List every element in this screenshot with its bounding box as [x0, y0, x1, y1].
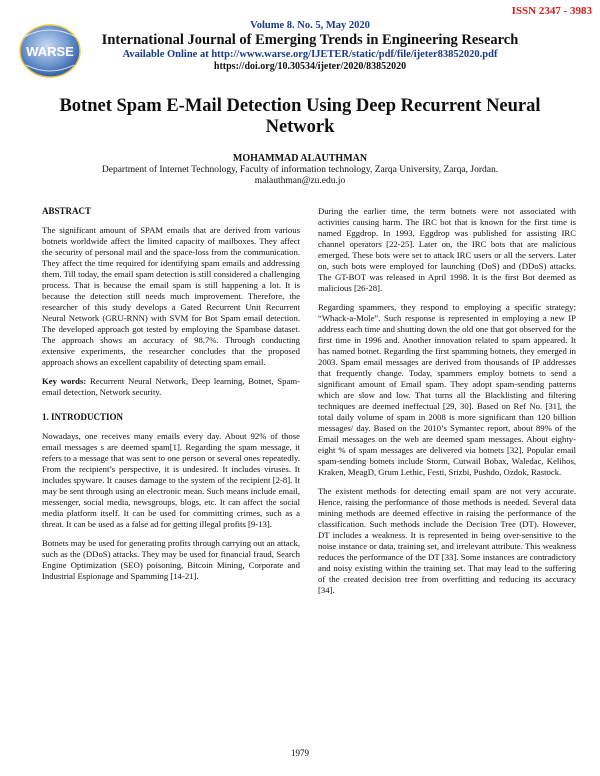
- abstract-heading: ABSTRACT: [42, 206, 92, 216]
- right-paragraph-3: The existent methods for detecting email spam are not very accurate. Hence, raising the performance of those methods is needed. Several data mining methods are deemed effective in raising the performance of the classification. Such methods include the Decision Tree (DT). However, DT includes a weakness. It is represented in being over-sensitive to the noise instance or data, training set, and irrelevant attribute. This weakness reduces the performance of the DT [33]. Some instances are contradictory and noisy existing within the training set. That may lead to the suffering of the created decision tree from overfitting and reducing its accuracy [34].: [318, 486, 576, 595]
- issn-label: ISSN 2347 - 3983: [511, 5, 592, 17]
- keywords-label: Key words:: [42, 376, 87, 386]
- page-number: 1979: [291, 748, 309, 758]
- online-link[interactable]: Available Online at http://www.warse.org/IJETER/static/pdf/file/ijeter83852020.pdf: [122, 49, 498, 60]
- author-name: MOHAMMAD ALAUTHMAN: [232, 153, 368, 164]
- intro-heading: 1. INTRODUCTION: [42, 412, 124, 422]
- author-email: malauthman@zu.edu.jo: [254, 176, 346, 186]
- doi-link[interactable]: https://doi.org/10.30534/ijeter/2020/83852020: [213, 61, 407, 72]
- right-paragraph-1: During the earlier time, the term botnets were not associated with activities causing harm. The IRC bot that is known for the first time is named Eggdrop. In 1993, Eggdrop was published for assisting IRC channel operators [22-25]. Later on, the IRC bots that are malicious emerged. These bots were set to attack IRC users or all the servers. Later on, such bots were employed for launching (DoS) and (DDoS) attacks. The GT-BOT was released in April 1998. It is the first Bot deemed as malicious [26-28].: [318, 206, 576, 293]
- volume-info: Volume 8. No. 5, May 2020: [250, 20, 370, 31]
- warse-logo: [16, 19, 84, 79]
- intro-paragraph-2: Botnets may be used for generating profits through carrying out an attack, such as the (DDoS) attacks. They may be used for financial fraud, Search Engine Optimization (SEO) poisoning, Bitcoin Mining, Corporate and Industrial Espionage and Spamming [14-21].: [42, 538, 300, 581]
- author-affiliation: Department of Internet Technology, Faculty of information technology, Zarqa University, Zarqa, Jordan.: [101, 164, 499, 175]
- keywords: [42, 376, 300, 398]
- journal-name: International Journal of Emerging Trends in Engineering Research: [101, 32, 519, 48]
- paper-title: Botnet Spam E-Mail Detection Using Deep Recurrent Neural Network: [59, 96, 541, 137]
- author-block: [40, 153, 560, 188]
- intro-paragraph-1: Nowadays, one receives many emails every day. About 92% of those email messages s are deemed spam[1]. Regarding the spam message, it refers to a message that was sent to one person or several ones repeatedly. From the recipient’s perspective, it is undesired. It includes viruses. It includes spyware. It causes damage to the system of the recipient [2-8]. It may be sent through using an electronic mean. Such means include email, messenger, social media, newsgroups, blogs, etc. It can affect the social media platform itself. It can be used for committing crimes, such as a threat. It can be used as a false ad for getting illegal profits [9-13].: [42, 431, 300, 529]
- keywords-text: Recurrent Neural Network, Deep learning, Botnet, Spam-email detection, Network security.: [42, 376, 300, 397]
- logo-text: WARSE: [26, 44, 74, 59]
- left-column: [42, 206, 300, 590]
- abstract-text: The significant amount of SPAM emails that are derived from various botnets worldwide affect the limited capacity of mailboxes. They affect the security of personal mail and the space-loss from the communication. They affect the time required for identifying spam emails and addressing them. Till today, the email spam detection is still considered a challenging process. That is because the email spam is still happening a lot. It is because the detection still needs much improvement. Therefore, the researcher of this study develops a Gated Recurrent Unit Recurrent Neural Network (GRU-RNN) with SVM for Bot Spam email detection. The developed approach got tested by employing the Spambase dataset. The approach shows an accuracy of 98.7%. Through conducting extensive experiments, the researcher concludes that the proposed approach shows an excellent capability of detecting spam email.: [42, 225, 300, 367]
- right-column: [318, 206, 576, 604]
- right-paragraph-2: Regarding spammers, they respond to employing a specific strategy; “Whack-a-Mole”. Such response is represented in employing a new IP address each time and shutting down the old one that got observed for the first time in 1996 and. Another innovation related to spam appeared. It has named botnet. Regarding the first spamming botnets, they emerged in 2003. Spam email messages are derived from thousands of IP addresses that frequently change. Today, spammers employ botnets to send a significant amount of Email spam. They adopt spam-sending patterns which are slow and low. That turns all the Blacklisting and filtering techniques are deemed ineffectual [29, 30]. Based on Ref No. [31], the total daily volume of spam in 2008 is more significant than 120 billion messages/ day. Based on the 2010’s Symantec report, about 89% of the Email messages on the web are deemed spam messages. About eighty-eight % of spam messages are delivered via botnets [32]. Popular email spam-sending botnets include Storm, Cutwail Bobax, Waledac, Kelihos, Kraken, MeagD, Grum Lethic, Festi, Srizbi, Pushdo, Ozdok, Rastock.: [318, 302, 576, 477]
- journal-header: [100, 19, 520, 73]
